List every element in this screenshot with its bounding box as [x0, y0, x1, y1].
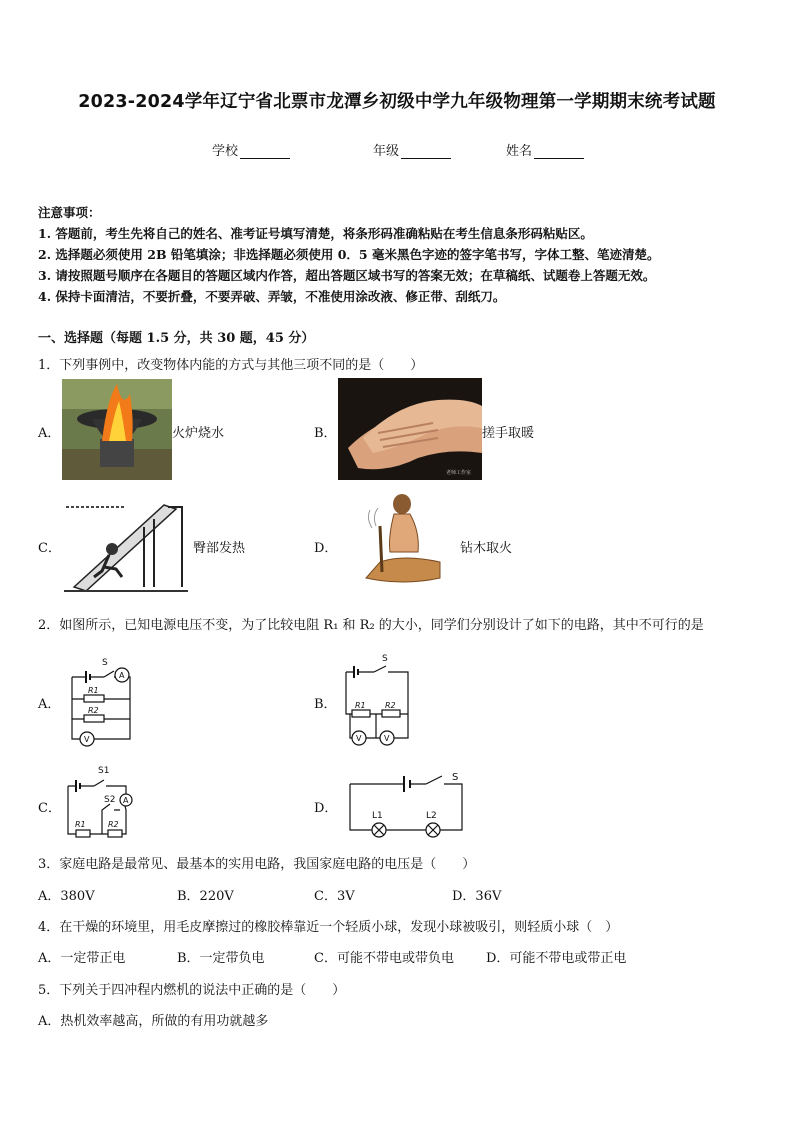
question-2-stem: 2．如图所示，已知电源电压不变，为了比较电阻 R₁ 和 R₂ 的大小，同学们分别设计了如下的电路，其中不可行的是: [38, 618, 704, 633]
q3-option-a: A．380V: [38, 889, 95, 904]
note-item: 4. 保持卡面清洁，不要折叠，不要弄破、弄皱，不准使用涂改液、修正带、刮纸刀。: [38, 289, 506, 304]
name-label: 姓名: [506, 144, 533, 159]
label-r1: R1: [75, 820, 86, 829]
note-item: 2. 选择题必须使用 2B 铅笔填涂；非选择题必须使用 0．5 毫米黑色字迹的签字笔书写，字体工整、笔迹清楚。: [38, 247, 660, 262]
q4-option-c: C．可能不带电或带负电: [314, 951, 454, 966]
label-l1: L1: [372, 811, 383, 821]
grade-field: [373, 140, 451, 159]
school-label: 学校: [212, 144, 239, 159]
q1-option-c-letter: C．: [38, 541, 61, 556]
voltmeter-1-label: V: [356, 734, 362, 743]
section-heading: 一、选择题（每题 1.5 分，共 30 题，45 分）: [38, 331, 315, 346]
label-s: S: [382, 654, 388, 664]
ammeter-label: A: [123, 796, 129, 805]
q2-option-a-letter: A．: [38, 697, 61, 712]
label-r2: R2: [385, 701, 396, 710]
question-4-stem: 4．在干燥的环境里，用毛皮摩擦过的橡胶棒靠近一个轻质小球，发现小球被吸引，则轻质小球（ ）: [38, 920, 619, 935]
grade-blank: [401, 146, 451, 159]
label-s: S: [452, 772, 459, 783]
page-title: 2023-2024学年辽宁省北票市龙潭乡初级中学九年级物理第一学期期末统考试题: [78, 92, 716, 112]
name-blank: [534, 146, 584, 159]
hands-rubbing-image: [338, 378, 482, 480]
circuit-b-diagram: [340, 652, 412, 750]
circuit-a-diagram: [64, 655, 144, 749]
watermark-text: 老师工作室: [446, 470, 472, 476]
q3-option-b: B．220V: [177, 889, 234, 904]
q1-option-b-caption: 搓手取暖: [482, 426, 535, 441]
question-1-stem: 1．下列事例中，改变物体内能的方式与其他三项不同的是（ ）: [38, 358, 424, 373]
ammeter-label: A: [119, 671, 125, 680]
q2-option-b-letter: B．: [314, 697, 337, 712]
q1-option-a-caption: 火炉烧水: [172, 426, 225, 441]
label-s2: S2: [104, 795, 116, 805]
q4-option-b: B．一定带负电: [177, 951, 265, 966]
name-field: [506, 140, 584, 159]
q2-option-c-letter: C．: [38, 801, 61, 816]
q1-option-d-letter: D．: [314, 541, 338, 556]
circuit-c-diagram: [62, 764, 140, 842]
q4-option-a: A．一定带正电: [38, 951, 126, 966]
q1-option-a-letter: A．: [38, 426, 61, 441]
label-s1: S1: [98, 766, 110, 776]
label-s: S: [102, 658, 108, 668]
label-r2: R2: [108, 820, 119, 829]
question-5-stem: 5．下列关于四冲程内燃机的说法中正确的是（ ）: [38, 983, 346, 998]
q1-option-b-letter: B．: [314, 426, 337, 441]
slide-image: [64, 497, 188, 595]
voltmeter-label: V: [84, 735, 90, 744]
note-item: 1. 答题前，考生先将自己的姓名、准考证号填写清楚，将条形码准确粘贴在考生信息条形码粘贴区。: [38, 226, 593, 241]
question-3-stem: 3．家庭电路是最常见、最基本的实用电路，我国家庭电路的电压是（ ）: [38, 857, 476, 872]
q4-option-d: D．可能不带电或带正电: [486, 951, 627, 966]
q1-option-d-caption: 钻木取火: [460, 541, 513, 556]
q3-option-c: C．3V: [314, 889, 355, 904]
q1-option-c-caption: 臀部发热: [193, 541, 246, 556]
label-r2: R2: [88, 706, 99, 715]
label-r1: R1: [355, 701, 366, 710]
circuit-d-diagram: [346, 770, 466, 838]
note-item: 3. 请按照题号顺序在各题目的答题区域内作答，超出答题区域书写的答案无效；在草稿纸、试题卷上答题无效。: [38, 268, 656, 283]
label-l2: L2: [426, 811, 437, 821]
notes-heading: 注意事项：: [38, 205, 101, 220]
school-blank: [240, 146, 290, 159]
q2-option-d-letter: D．: [314, 801, 338, 816]
drilling-wood-image: [360, 492, 446, 588]
fire-pot-image: [62, 379, 172, 480]
school-field: [212, 140, 290, 159]
grade-label: 年级: [373, 144, 400, 159]
label-r1: R1: [88, 686, 99, 695]
q5-option-a: A．热机效率越高，所做的有用功就越多: [38, 1014, 269, 1029]
q3-option-d: D．36V: [452, 889, 502, 904]
voltmeter-2-label: V: [384, 734, 390, 743]
